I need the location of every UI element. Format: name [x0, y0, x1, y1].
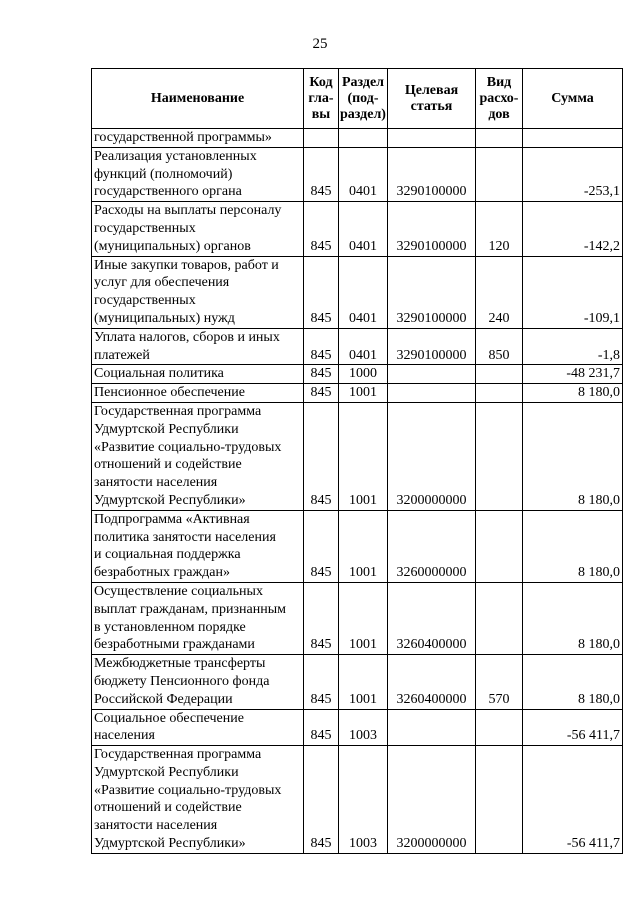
header-amount: Сумма [523, 69, 623, 129]
cell-amount: 8 180,0 [523, 510, 623, 582]
table-row [92, 365, 623, 384]
page-number: 25 [312, 36, 328, 52]
cell-amount: -1,8 [523, 328, 623, 365]
cell-code: 845 [304, 582, 339, 654]
cell-section: 1003 [339, 709, 388, 746]
table-row [92, 746, 623, 854]
cell-amount: -56 411,7 [523, 746, 623, 854]
cell-name: Осуществление социальных выплат гражданам, признанным в установленном порядке безработными гражданами [92, 582, 304, 654]
cell-vr: 850 [476, 328, 523, 365]
cell-section: 1000 [339, 365, 388, 384]
table-row [92, 328, 623, 365]
cell-code: 845 [304, 365, 339, 384]
cell-vr: 120 [476, 202, 523, 256]
cell-section: 0401 [339, 328, 388, 365]
cell-name: Пенсионное обеспечение [92, 384, 304, 403]
budget-table [91, 68, 623, 854]
cell-section: 0401 [339, 202, 388, 256]
table-row [92, 709, 623, 746]
cell-amount: -48 231,7 [523, 365, 623, 384]
header-code: Код гла- вы [304, 69, 339, 129]
cell-name: Государственная программа Удмуртской Республики «Развитие социально-трудовых отношений и содействие занятости населения Удмуртской Республики» [92, 746, 304, 854]
table-row [92, 402, 623, 510]
cell-section: 1001 [339, 384, 388, 403]
cell-section: 1001 [339, 655, 388, 709]
cell-article: 3260000000 [388, 510, 476, 582]
table-row [92, 147, 623, 201]
table-row [92, 384, 623, 403]
cell-code: 845 [304, 402, 339, 510]
cell-code: 845 [304, 147, 339, 201]
cell-name: Иные закупки товаров, работ и услуг для обеспечения государственных (муниципальных) нужд [92, 256, 304, 328]
table-header-row [92, 69, 623, 129]
cell-article: 3290100000 [388, 147, 476, 201]
cell-vr [476, 510, 523, 582]
cell-code: 845 [304, 510, 339, 582]
cell-amount: -56 411,7 [523, 709, 623, 746]
cell-name: Межбюджетные трансферты бюджету Пенсионного фонда Российской Федерации [92, 655, 304, 709]
cell-vr [476, 384, 523, 403]
cell-name: Уплата налогов, сборов и иных платежей [92, 328, 304, 365]
table-row [92, 510, 623, 582]
cell-section: 1001 [339, 510, 388, 582]
cell-code: 845 [304, 655, 339, 709]
cell-name: Подпрограмма «Активная политика занятости населения и социальная поддержка безработных граждан» [92, 510, 304, 582]
cell-section: 1001 [339, 402, 388, 510]
cell-amount: 8 180,0 [523, 402, 623, 510]
table-row [92, 655, 623, 709]
cell-section: 0401 [339, 256, 388, 328]
cell-vr [476, 365, 523, 384]
cell-amount: 8 180,0 [523, 384, 623, 403]
cell-name: государственной программы» [92, 129, 304, 148]
cell-vr [476, 582, 523, 654]
header-expense-type: Вид расхо- дов [476, 69, 523, 129]
cell-section: 1001 [339, 582, 388, 654]
cell-article: 3200000000 [388, 746, 476, 854]
cell-vr [476, 746, 523, 854]
cell-vr: 570 [476, 655, 523, 709]
table-row [92, 582, 623, 654]
cell-code [304, 129, 339, 148]
cell-code: 845 [304, 746, 339, 854]
table-row [92, 256, 623, 328]
cell-article: 3290100000 [388, 328, 476, 365]
cell-amount: 8 180,0 [523, 582, 623, 654]
cell-code: 845 [304, 709, 339, 746]
cell-code: 845 [304, 202, 339, 256]
cell-code: 845 [304, 256, 339, 328]
header-name: Наименование [92, 69, 304, 129]
cell-section [339, 129, 388, 148]
cell-article: 3200000000 [388, 402, 476, 510]
cell-amount [523, 129, 623, 148]
cell-article: 3260400000 [388, 582, 476, 654]
cell-vr [476, 402, 523, 510]
cell-amount: -142,2 [523, 202, 623, 256]
cell-section: 0401 [339, 147, 388, 201]
table-row [92, 202, 623, 256]
cell-vr [476, 709, 523, 746]
cell-article: 3260400000 [388, 655, 476, 709]
cell-amount: -253,1 [523, 147, 623, 201]
cell-section: 1003 [339, 746, 388, 854]
header-section: Раздел (под- раздел) [339, 69, 388, 129]
table-row [92, 129, 623, 148]
cell-name: Государственная программа Удмуртской Республики «Развитие социально-трудовых отношений и содействие занятости населения Удмуртской Республики» [92, 402, 304, 510]
cell-amount: -109,1 [523, 256, 623, 328]
cell-article: 3290100000 [388, 256, 476, 328]
cell-article: 3290100000 [388, 202, 476, 256]
cell-code: 845 [304, 384, 339, 403]
header-article: Целевая статья [388, 69, 476, 129]
cell-name: Социальное обеспечение населения [92, 709, 304, 746]
cell-amount: 8 180,0 [523, 655, 623, 709]
cell-vr [476, 129, 523, 148]
cell-article [388, 384, 476, 403]
cell-name: Реализация установленных функций (полномочий) государственного органа [92, 147, 304, 201]
cell-vr: 240 [476, 256, 523, 328]
cell-article [388, 709, 476, 746]
cell-article [388, 129, 476, 148]
cell-article [388, 365, 476, 384]
cell-vr [476, 147, 523, 201]
cell-name: Расходы на выплаты персоналу государственных (муниципальных) органов [92, 202, 304, 256]
cell-name: Социальная политика [92, 365, 304, 384]
cell-code: 845 [304, 328, 339, 365]
